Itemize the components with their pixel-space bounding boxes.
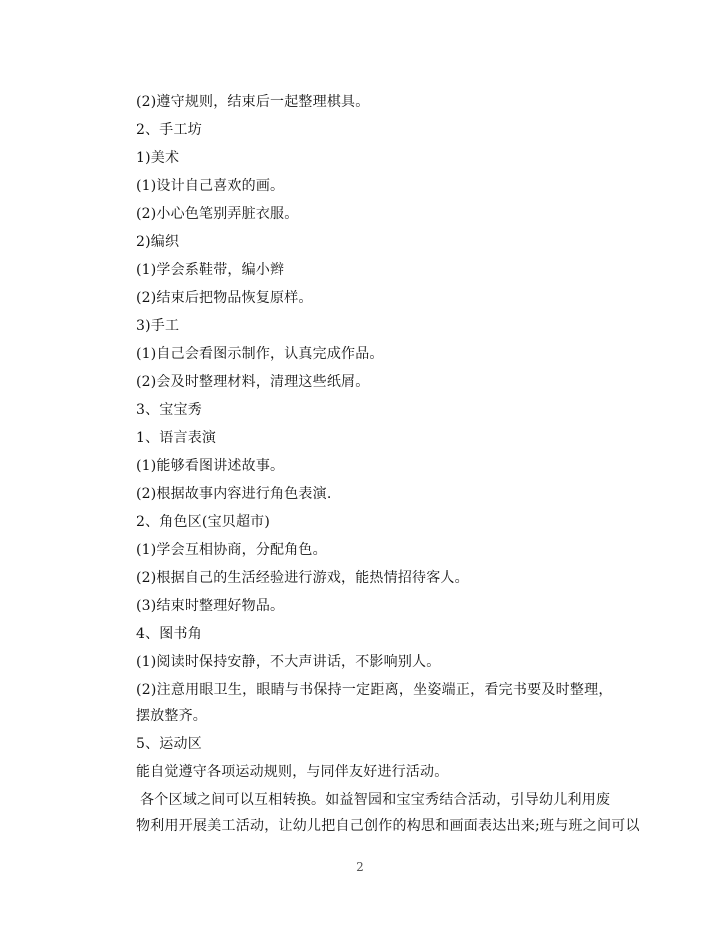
section-heading: 2、手工坊	[136, 122, 202, 138]
subsection-heading: 2)编织	[136, 234, 180, 250]
subsection-heading: 4、图书角	[136, 626, 202, 642]
text-line: (2)注意用眼卫生，眼睛与书保持一定距离，坐姿端正，看完书要及时整理，	[136, 682, 613, 698]
paragraph-line: 物利用开展美工活动，让幼儿把自己创作的构思和画面表达出来;班与班之间可以	[136, 818, 640, 834]
text-line: (2)会及时整理材料，清理这些纸屑。	[136, 374, 370, 390]
text-line: (1)设计自己喜欢的画。	[136, 178, 285, 194]
text-line: 摆放整齐。	[136, 708, 207, 724]
subsection-heading: 1、语言表演	[136, 430, 217, 446]
text-line: (2)小心色笔别弄脏衣服。	[136, 206, 299, 222]
text-line: (1)学会系鞋带，编小辫	[136, 262, 285, 278]
subsection-heading: 5、运动区	[136, 736, 202, 752]
subsection-heading: 1)美术	[136, 150, 180, 166]
text-line: (2)遵守规则，结束后一起整理棋具。	[136, 94, 370, 110]
subsection-heading: 3)手工	[136, 318, 180, 334]
text-line: (2)根据故事内容进行角色表演.	[136, 486, 332, 502]
text-line: (2)结束后把物品恢复原样。	[136, 290, 313, 306]
text-line: (3)结束时整理好物品。	[136, 598, 285, 614]
text-line: (1)阅读时保持安静，不大声讲话，不影响别人。	[136, 654, 441, 670]
text-line: (1)自己会看图示制作，认真完成作品。	[136, 346, 384, 362]
text-line: (1)能够看图讲述故事。	[136, 458, 285, 474]
text-line: (2)根据自己的生活经验进行游戏，能热情招待客人。	[136, 570, 469, 586]
text-line: (1)学会互相协商，分配角色。	[136, 542, 327, 558]
section-heading: 3、宝宝秀	[136, 402, 202, 418]
page-number: 2	[356, 860, 364, 874]
subsection-heading: 2、角色区(宝贝超市)	[136, 514, 271, 530]
paragraph-line: 能自觉遵守各项运动规则，与同伴友好进行活动。	[136, 764, 449, 780]
paragraph-line: 各个区域之间可以互相转换。如益智园和宝宝秀结合活动，引导幼儿利用废	[140, 792, 611, 808]
